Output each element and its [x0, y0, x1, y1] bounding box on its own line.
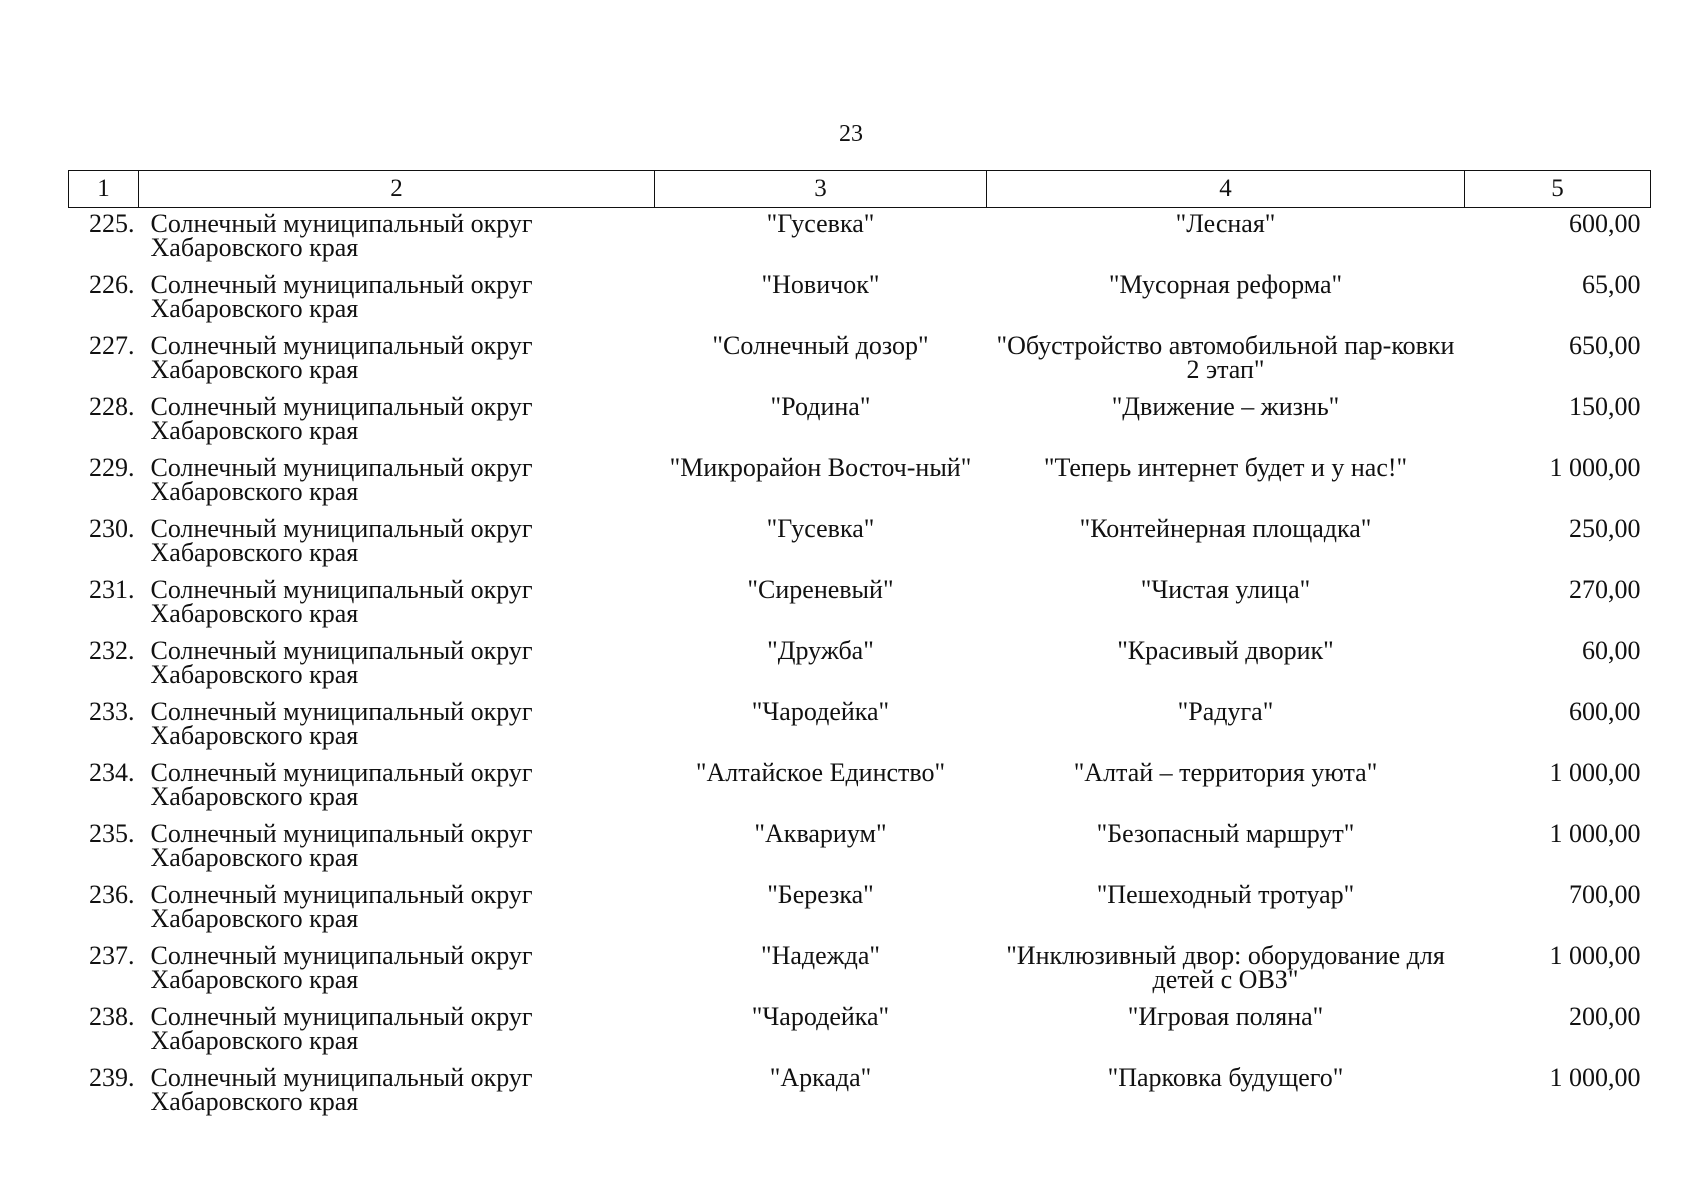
org-text: "Гусевка" — [766, 209, 875, 238]
amount-text: 1 000,00 — [1549, 453, 1641, 482]
municipality-line-1: Солнечный муниципальный округ — [150, 270, 533, 299]
num-text: 237. — [89, 941, 135, 970]
row-number — [69, 941, 139, 1005]
table-row — [69, 517, 1651, 578]
amount-text: 200,00 — [1569, 1002, 1641, 1031]
num-text: 231. — [89, 575, 135, 604]
org-text: "Надежда" — [760, 941, 881, 970]
column-header-2: 2 — [139, 171, 655, 208]
municipality-line-2: Хабаровского края — [150, 477, 359, 506]
organization-cell — [655, 331, 987, 395]
amount-cell — [1465, 208, 1651, 274]
amount-text: 650,00 — [1569, 331, 1641, 360]
num-text: 227. — [89, 331, 135, 360]
org-text: "Аквариум" — [754, 819, 887, 848]
municipality-cell — [139, 208, 655, 274]
municipality-line-2: Хабаровского края — [150, 843, 359, 872]
amount-text: 1 000,00 — [1549, 1063, 1641, 1092]
row-number — [69, 514, 139, 578]
municipality-line-2: Хабаровского края — [150, 904, 359, 933]
org-text: "Родина" — [770, 392, 871, 421]
project-cell — [987, 941, 1465, 1005]
amount-cell — [1465, 514, 1651, 578]
org-text: "Чародейка" — [751, 1002, 890, 1031]
municipality-line-1: Солнечный муниципальный округ — [150, 1063, 533, 1092]
project-text: "Лесная" — [1175, 209, 1276, 238]
municipality-cell — [139, 697, 655, 761]
municipality-line-1: Солнечный муниципальный округ — [150, 941, 533, 970]
project-cell — [987, 331, 1465, 395]
num-text: 230. — [89, 514, 135, 543]
amount-text: 600,00 — [1569, 209, 1641, 238]
municipality-cell — [139, 575, 655, 639]
project-text: "Пешеходный тротуар" — [1096, 880, 1355, 909]
project-text: "Радуга" — [1177, 697, 1274, 726]
org-text: "Сиреневый" — [747, 575, 894, 604]
row-number — [69, 636, 139, 700]
organization-cell — [655, 697, 987, 761]
project-cell — [987, 514, 1465, 578]
municipality-cell — [139, 819, 655, 883]
organization-cell — [655, 1002, 987, 1066]
municipality-cell — [139, 514, 655, 578]
amount-text: 150,00 — [1569, 392, 1641, 421]
amount-cell — [1465, 331, 1651, 395]
amount-text: 600,00 — [1569, 697, 1641, 726]
project-cell — [987, 270, 1465, 334]
num-text: 239. — [89, 1063, 135, 1092]
municipality-line-2: Хабаровского края — [150, 233, 359, 262]
municipality-cell — [139, 758, 655, 822]
amount-text: 1 000,00 — [1549, 758, 1641, 787]
municipality-cell — [139, 941, 655, 1005]
project-cell — [987, 1002, 1465, 1066]
municipality-cell — [139, 1063, 655, 1127]
table-body — [69, 208, 1651, 1128]
amount-text: 1 000,00 — [1549, 819, 1641, 848]
row-number — [69, 697, 139, 761]
project-cell — [987, 697, 1465, 761]
organization-cell — [655, 453, 987, 517]
amount-text: 700,00 — [1569, 880, 1641, 909]
municipality-line-1: Солнечный муниципальный округ — [150, 514, 533, 543]
municipality-line-2: Хабаровского края — [150, 660, 359, 689]
amount-cell — [1465, 636, 1651, 700]
municipality-cell — [139, 636, 655, 700]
page-number: 23 — [839, 121, 863, 147]
municipality-line-2: Хабаровского края — [150, 782, 359, 811]
num-text: 226. — [89, 270, 135, 299]
municipality-line-2: Хабаровского края — [150, 416, 359, 445]
project-cell — [987, 208, 1465, 274]
organization-cell — [655, 208, 987, 274]
municipality-line-2: Хабаровского края — [150, 538, 359, 567]
table-row — [69, 578, 1651, 639]
municipality-line-1: Солнечный муниципальный округ — [150, 819, 533, 848]
project-cell — [987, 636, 1465, 700]
municipality-line-1: Солнечный муниципальный округ — [150, 880, 533, 909]
organization-cell — [655, 514, 987, 578]
num-text: 229. — [89, 453, 135, 482]
amount-cell — [1465, 880, 1651, 944]
project-text: "Инклюзивный двор: оборудование для детей с ОВЗ" — [1006, 941, 1445, 994]
row-number — [69, 331, 139, 395]
amount-cell — [1465, 1063, 1651, 1127]
org-text: "Аркада" — [769, 1063, 872, 1092]
column-header-4: 4 — [987, 171, 1465, 208]
organization-cell — [655, 758, 987, 822]
municipality-line-1: Солнечный муниципальный округ — [150, 1002, 533, 1031]
org-text: "Чародейка" — [751, 697, 890, 726]
project-text: "Безопасный маршрут" — [1096, 819, 1355, 848]
amount-text: 270,00 — [1569, 575, 1641, 604]
project-text: "Движение – жизнь" — [1111, 392, 1340, 421]
table-row — [69, 822, 1651, 883]
amount-cell — [1465, 453, 1651, 517]
municipality-cell — [139, 331, 655, 395]
row-number — [69, 392, 139, 456]
num-text: 228. — [89, 392, 135, 421]
municipality-line-1: Солнечный муниципальный округ — [150, 453, 533, 482]
project-cell — [987, 453, 1465, 517]
org-text: "Новичок" — [761, 270, 880, 299]
row-number — [69, 758, 139, 822]
org-text: "Микрорайон Восточ-ный" — [669, 453, 972, 482]
organization-cell — [655, 819, 987, 883]
amount-cell — [1465, 270, 1651, 334]
num-text: 225. — [89, 209, 135, 238]
row-number — [69, 575, 139, 639]
amount-text: 65,00 — [1582, 270, 1641, 299]
project-cell — [987, 392, 1465, 456]
amount-cell — [1465, 758, 1651, 822]
org-text: "Березка" — [767, 880, 874, 909]
table-row — [69, 1005, 1651, 1066]
municipality-cell — [139, 392, 655, 456]
table-header — [69, 171, 1651, 208]
amount-cell — [1465, 819, 1651, 883]
project-text: "Контейнерная площадка" — [1079, 514, 1372, 543]
project-cell — [987, 575, 1465, 639]
table-row — [69, 883, 1651, 944]
table-row — [69, 639, 1651, 700]
table-row — [69, 761, 1651, 822]
row-number — [69, 270, 139, 334]
municipality-line-1: Солнечный муниципальный округ — [150, 209, 533, 238]
org-text: "Гусевка" — [766, 514, 875, 543]
municipality-line-1: Солнечный муниципальный округ — [150, 331, 533, 360]
project-cell — [987, 1063, 1465, 1127]
organization-cell — [655, 1063, 987, 1127]
table-row — [69, 208, 1651, 274]
project-text: "Алтай – территория уюта" — [1073, 758, 1378, 787]
municipality-line-2: Хабаровского края — [150, 1087, 359, 1116]
organization-cell — [655, 392, 987, 456]
header-row — [69, 171, 1651, 208]
municipality-cell — [139, 880, 655, 944]
municipality-line-1: Солнечный муниципальный округ — [150, 697, 533, 726]
grants-table-container — [68, 170, 1650, 1127]
num-text: 235. — [89, 819, 135, 848]
table-row — [69, 456, 1651, 517]
project-text: "Мусорная реформа" — [1108, 270, 1343, 299]
project-text: "Чистая улица" — [1140, 575, 1311, 604]
municipality-line-2: Хабаровского края — [150, 721, 359, 750]
table-row — [69, 334, 1651, 395]
column-header-1: 1 — [69, 171, 139, 208]
amount-cell — [1465, 575, 1651, 639]
organization-cell — [655, 880, 987, 944]
num-text: 238. — [89, 1002, 135, 1031]
table-row — [69, 700, 1651, 761]
column-header-3: 3 — [655, 171, 987, 208]
grants-table — [68, 170, 1651, 1127]
table-row — [69, 273, 1651, 334]
municipality-line-2: Хабаровского края — [150, 965, 359, 994]
org-text: "Дружба" — [767, 636, 874, 665]
row-number — [69, 1063, 139, 1127]
amount-cell — [1465, 941, 1651, 1005]
municipality-line-2: Хабаровского края — [150, 294, 359, 323]
organization-cell — [655, 636, 987, 700]
amount-cell — [1465, 392, 1651, 456]
municipality-cell — [139, 1002, 655, 1066]
num-text: 236. — [89, 880, 135, 909]
project-text: "Теперь интернет будет и у нас!" — [1043, 453, 1408, 482]
row-number — [69, 880, 139, 944]
amount-text: 1 000,00 — [1549, 941, 1641, 970]
amount-cell — [1465, 1002, 1651, 1066]
amount-text: 60,00 — [1582, 636, 1641, 665]
row-number — [69, 1002, 139, 1066]
project-text: "Обустройство автомобильной пар-ковки 2 этап" — [996, 331, 1455, 384]
org-text: "Алтайское Единство" — [695, 758, 946, 787]
table-row — [69, 944, 1651, 1005]
organization-cell — [655, 941, 987, 1005]
table-row — [69, 395, 1651, 456]
municipality-line-1: Солнечный муниципальный округ — [150, 758, 533, 787]
project-text: "Парковка будущего" — [1107, 1063, 1344, 1092]
table-row — [69, 1066, 1651, 1127]
num-text: 234. — [89, 758, 135, 787]
municipality-line-1: Солнечный муниципальный округ — [150, 575, 533, 604]
row-number — [69, 453, 139, 517]
municipality-line-1: Солнечный муниципальный округ — [150, 392, 533, 421]
row-number — [69, 208, 139, 274]
amount-text: 250,00 — [1569, 514, 1641, 543]
org-text: "Солнечный дозор" — [712, 331, 929, 360]
num-text: 233. — [89, 697, 135, 726]
num-text: 232. — [89, 636, 135, 665]
municipality-cell — [139, 270, 655, 334]
organization-cell — [655, 575, 987, 639]
municipality-line-2: Хабаровского края — [150, 599, 359, 628]
project-cell — [987, 819, 1465, 883]
project-cell — [987, 880, 1465, 944]
municipality-cell — [139, 453, 655, 517]
municipality-line-1: Солнечный муниципальный округ — [150, 636, 533, 665]
project-text: "Красивый дворик" — [1117, 636, 1334, 665]
organization-cell — [655, 270, 987, 334]
project-text: "Игровая поляна" — [1127, 1002, 1324, 1031]
row-number — [69, 819, 139, 883]
municipality-line-2: Хабаровского края — [150, 355, 359, 384]
amount-cell — [1465, 697, 1651, 761]
municipality-line-2: Хабаровского края — [150, 1026, 359, 1055]
project-cell — [987, 758, 1465, 822]
column-header-5: 5 — [1465, 171, 1651, 208]
